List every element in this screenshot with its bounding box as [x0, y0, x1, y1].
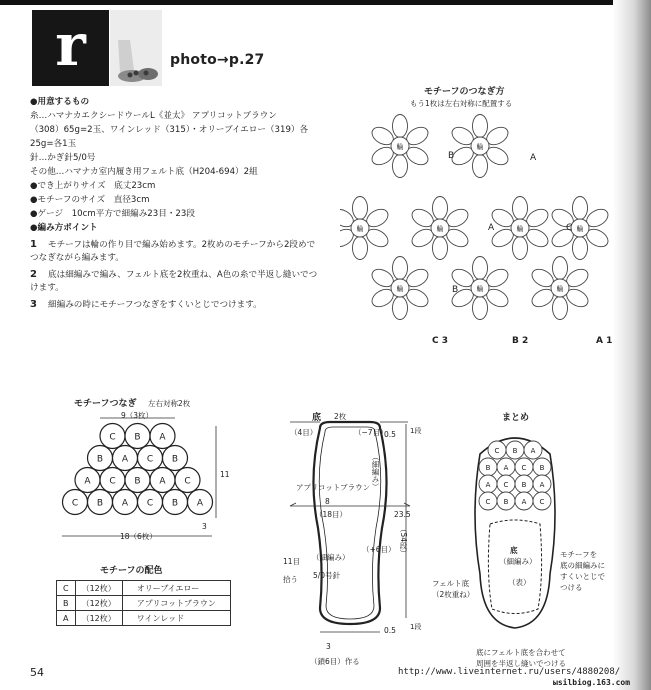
sole-center-label: （細編み）: [312, 553, 350, 562]
motif-circle: [113, 490, 138, 515]
assembly-motif: [533, 492, 551, 510]
motif-layout-title: モチーフつなぎ: [74, 399, 137, 409]
assembly-felt-sub: （2枚重ね）: [432, 590, 475, 599]
assembly-motif: [506, 441, 524, 459]
sole-top-gap: 0.5: [384, 430, 396, 439]
assembly-sole-label: 底: [510, 546, 518, 555]
assembly-motif: [515, 458, 533, 476]
assembly-motif: [524, 441, 542, 459]
photo-reference[interactable]: photo→p.27: [170, 52, 265, 68]
assembly-motif: [479, 475, 497, 493]
motif-circle: [150, 468, 175, 493]
motif-center-label: 輪: [436, 225, 444, 233]
assembly-motif: [488, 441, 506, 459]
step-number: 2: [30, 269, 37, 280]
join-label-b2: B 2: [512, 336, 529, 346]
sole-right-plus: （+6目）: [362, 545, 396, 554]
sole-right-label: （細編み）: [371, 453, 380, 491]
motif-letter: A: [196, 498, 204, 509]
step-text: モチーフは輪の作り目で編み始めます。2枚めのモチーフから2段めでつなぎながら編みます。: [30, 240, 316, 263]
motif-center-label: 輪: [516, 225, 524, 233]
layout-height-label: 11: [220, 470, 230, 479]
sole-top-left: （4目）: [290, 428, 318, 437]
spec-motif-size: ●モチーフのサイズ 直径3cm: [30, 195, 150, 205]
top-edge: [0, 0, 651, 5]
assembly-bottom-note-2: 周囲を半返し縫いでつける: [476, 659, 566, 668]
flower-motif: [409, 197, 471, 260]
motif-circle: [163, 490, 188, 515]
flower-motif: [340, 197, 391, 260]
step-1: [30, 238, 320, 265]
motif-letter: B: [96, 454, 104, 465]
spec-points-heading: ●編み方ポイント: [30, 223, 98, 233]
motif-join-letter: A: [530, 153, 537, 163]
join-label-a1: A 1: [596, 336, 613, 346]
assembly-letter: A: [539, 481, 545, 489]
sole-count: 2枚: [334, 412, 347, 421]
motif-layout-diagram: [50, 406, 240, 546]
motif-circle: [63, 490, 88, 515]
motif-letter: B: [96, 498, 104, 509]
flower-motif: [449, 257, 511, 320]
layout-width-label: 9（3枚）: [121, 411, 154, 420]
page-number: 54: [30, 666, 44, 679]
assembly-motif: [479, 458, 497, 476]
spec-materials-heading: ●用意するもの: [30, 97, 90, 107]
assembly-motif: [515, 492, 533, 510]
sole-bottom-gap: 0.5: [384, 626, 396, 635]
assembly-title: まとめ: [502, 413, 530, 423]
motif-join-subtitle: もう1枚は左右対称に配置する: [410, 99, 513, 108]
color-count: （12枚）: [75, 596, 122, 611]
assembly-letter: A: [530, 447, 536, 455]
motif-letter: C: [71, 498, 79, 509]
flower-motif: [369, 257, 431, 320]
motif-circle: [75, 468, 100, 493]
assembly-motif: [479, 492, 497, 510]
color-row: [57, 611, 231, 626]
assembly-motif: [515, 475, 533, 493]
sole-needle: 5/0号針: [313, 571, 341, 580]
motif-center-label: 輪: [356, 225, 364, 233]
color-letter: B: [57, 596, 76, 611]
sole-top-right: （−7目）: [354, 428, 388, 437]
motif-center-label: 輪: [476, 143, 484, 151]
motif-circle: [100, 468, 125, 493]
motif-circle: [188, 490, 213, 515]
color-count: （12枚）: [75, 611, 122, 626]
motif-letter: C: [109, 476, 116, 487]
assembly-letter: B: [521, 481, 527, 489]
slipper-photo-image: [110, 10, 162, 86]
motif-center-label: 輪: [396, 143, 404, 151]
motif-circle: [138, 490, 163, 515]
assembly-letter: A: [521, 498, 527, 506]
motif-circle: [163, 446, 188, 471]
motif-join-letter: B: [452, 285, 459, 295]
spec-gauge: ●ゲージ 10cm平方で細編み23目・23段: [30, 209, 195, 219]
motif-letter: C: [146, 454, 154, 465]
sole-length: 23.5: [394, 510, 411, 519]
spec-other: その他…ハマナカ室内履き用フェルト底（H204-694）2組: [30, 167, 258, 177]
motif-circle: [125, 468, 150, 493]
assembly-diagram: [460, 424, 570, 634]
motif-center-label: 輪: [576, 225, 584, 233]
section-letter: r: [55, 11, 86, 79]
motif-letter: C: [146, 498, 154, 509]
motif-letter: A: [159, 476, 166, 487]
assembly-note-2: 底の細編みに: [560, 561, 605, 570]
flower-motif: [369, 115, 431, 178]
motif-letter: B: [134, 476, 141, 487]
sole-rows: （54段）: [399, 525, 408, 558]
step-number: 3: [30, 299, 37, 310]
assembly-letter: A: [485, 481, 491, 489]
assembly-bottom-note-1: 底にフェルト底を合わせて: [476, 648, 566, 657]
step-text: 細編みの時にモチーフつなぎをすくいとじでつけます。: [48, 300, 262, 310]
assembly-motif: [533, 458, 551, 476]
motif-join-letter: C: [566, 223, 573, 233]
spec-yarn-amount: 25g=各1玉: [30, 139, 77, 149]
motif-center-label: 輪: [556, 285, 564, 293]
motif-circle: [100, 424, 125, 449]
motif-letter: A: [121, 498, 129, 509]
slipper-photo: [110, 10, 162, 86]
assembly-sole-side: （表）: [508, 578, 531, 587]
section-letter-badge: [32, 10, 109, 86]
assembly-motif: [497, 492, 515, 510]
motif-letter: B: [134, 432, 141, 443]
color-name: アプリコットブラウン: [122, 596, 230, 611]
step-3: [30, 298, 320, 312]
color-name: オリーブイエロー: [122, 581, 230, 596]
motif-circle: [150, 424, 175, 449]
motif-letter: B: [171, 454, 179, 465]
assembly-letter: C: [485, 498, 491, 506]
sole-color-label: アプリコットブラウン: [296, 483, 371, 492]
assembly-motif: [497, 475, 515, 493]
layout-side-label: 3: [202, 522, 207, 531]
color-letter: C: [57, 581, 76, 596]
sole-width-value: 8: [325, 497, 330, 506]
assembly-letter: B: [512, 447, 518, 455]
color-row: [57, 581, 231, 596]
sole-bottom-width: 3: [326, 642, 331, 651]
assembly-letter: B: [539, 464, 545, 472]
spec-yarn: 糸…ハマナカエクシードウールL《並太》 アプリコットブラウン: [30, 111, 277, 121]
color-row: [57, 596, 231, 611]
motif-circle: [125, 424, 150, 449]
sole-bottom-rows: 1段: [410, 623, 422, 631]
assembly-letter: B: [485, 464, 491, 472]
motif-circle: [88, 446, 113, 471]
assembly-letter: C: [521, 464, 527, 472]
sole-left-note: 拾う: [283, 575, 298, 584]
step-2: [30, 268, 320, 295]
flower-motif: [489, 197, 551, 260]
step-text: 底は細編みで編み、フェルト底を2枚重ね、A色の糸で半返し縫いでつけます。: [30, 270, 318, 293]
color-name: ワインレッド: [122, 611, 230, 626]
flower-motif: [449, 115, 511, 178]
assembly-letter: C: [503, 481, 509, 489]
assembly-letter: A: [503, 464, 509, 472]
sole-bottom-stitches: （鎖6目）作る: [310, 657, 360, 666]
watermark: ыsilbiog.163.com: [553, 678, 631, 687]
assembly-motif: [497, 458, 515, 476]
motif-letter: C: [184, 476, 191, 487]
assembly-note-1: モチーフを: [560, 550, 598, 559]
color-letter: A: [57, 611, 76, 626]
color-table: [56, 580, 231, 626]
color-count: （12枚）: [75, 581, 122, 596]
page-gutter-shadow: [613, 0, 651, 690]
layout-bottom-label: 18（6枚）: [120, 532, 157, 541]
motif-join-diagram: [340, 108, 613, 354]
spec-finished-size: ●でき上がりサイズ 底丈23cm: [30, 181, 156, 191]
step-number: 1: [30, 239, 37, 250]
assembly-sole-sub: （細編み）: [499, 557, 537, 566]
sole-top-rows: 1段: [410, 427, 422, 435]
source-url[interactable]: http://www.liveinternet.ru/users/4880208/: [398, 667, 621, 677]
assembly-letter: C: [539, 498, 545, 506]
motif-circle: [88, 490, 113, 515]
flower-motif: [549, 197, 610, 260]
spec-needle: 針…かぎ針5/0号: [30, 153, 96, 163]
motif-center-label: 輪: [396, 285, 404, 293]
assembly-note-4: つける: [560, 583, 583, 592]
sole-title: 底: [312, 413, 322, 423]
flower-motif: [529, 257, 591, 320]
motif-join-letter: B: [448, 151, 455, 161]
assembly-note-3: すくいとじで: [560, 572, 605, 581]
assembly-felt-label: フェルト底: [432, 579, 470, 588]
join-label-c3: C 3: [432, 336, 449, 346]
motif-center-label: 輪: [476, 285, 484, 293]
assembly-letter: B: [503, 498, 509, 506]
motif-letter: A: [159, 432, 166, 443]
color-table-title: モチーフの配色: [100, 566, 163, 576]
motif-circle: [113, 446, 138, 471]
motif-join-title: モチーフのつなぎ方: [424, 87, 505, 97]
motif-layout-note: 左右対称2枚: [148, 399, 191, 408]
sole-width-stitches: （18目）: [315, 510, 348, 519]
assembly-motif: [533, 475, 551, 493]
spec-yarn-colors: （308）65g=2玉、ワインレッド（315）・オリーブイエロー（319）各: [30, 125, 309, 135]
motif-letter: A: [84, 476, 91, 487]
motif-join-letter: A: [488, 223, 495, 233]
motif-circle: [138, 446, 163, 471]
assembly-letter: C: [494, 447, 500, 455]
motif-letter: B: [171, 498, 179, 509]
sole-left-stitches: 11目: [283, 557, 301, 566]
motif-circle: [175, 468, 200, 493]
motif-letter: A: [121, 454, 129, 465]
motif-letter: C: [109, 432, 116, 443]
